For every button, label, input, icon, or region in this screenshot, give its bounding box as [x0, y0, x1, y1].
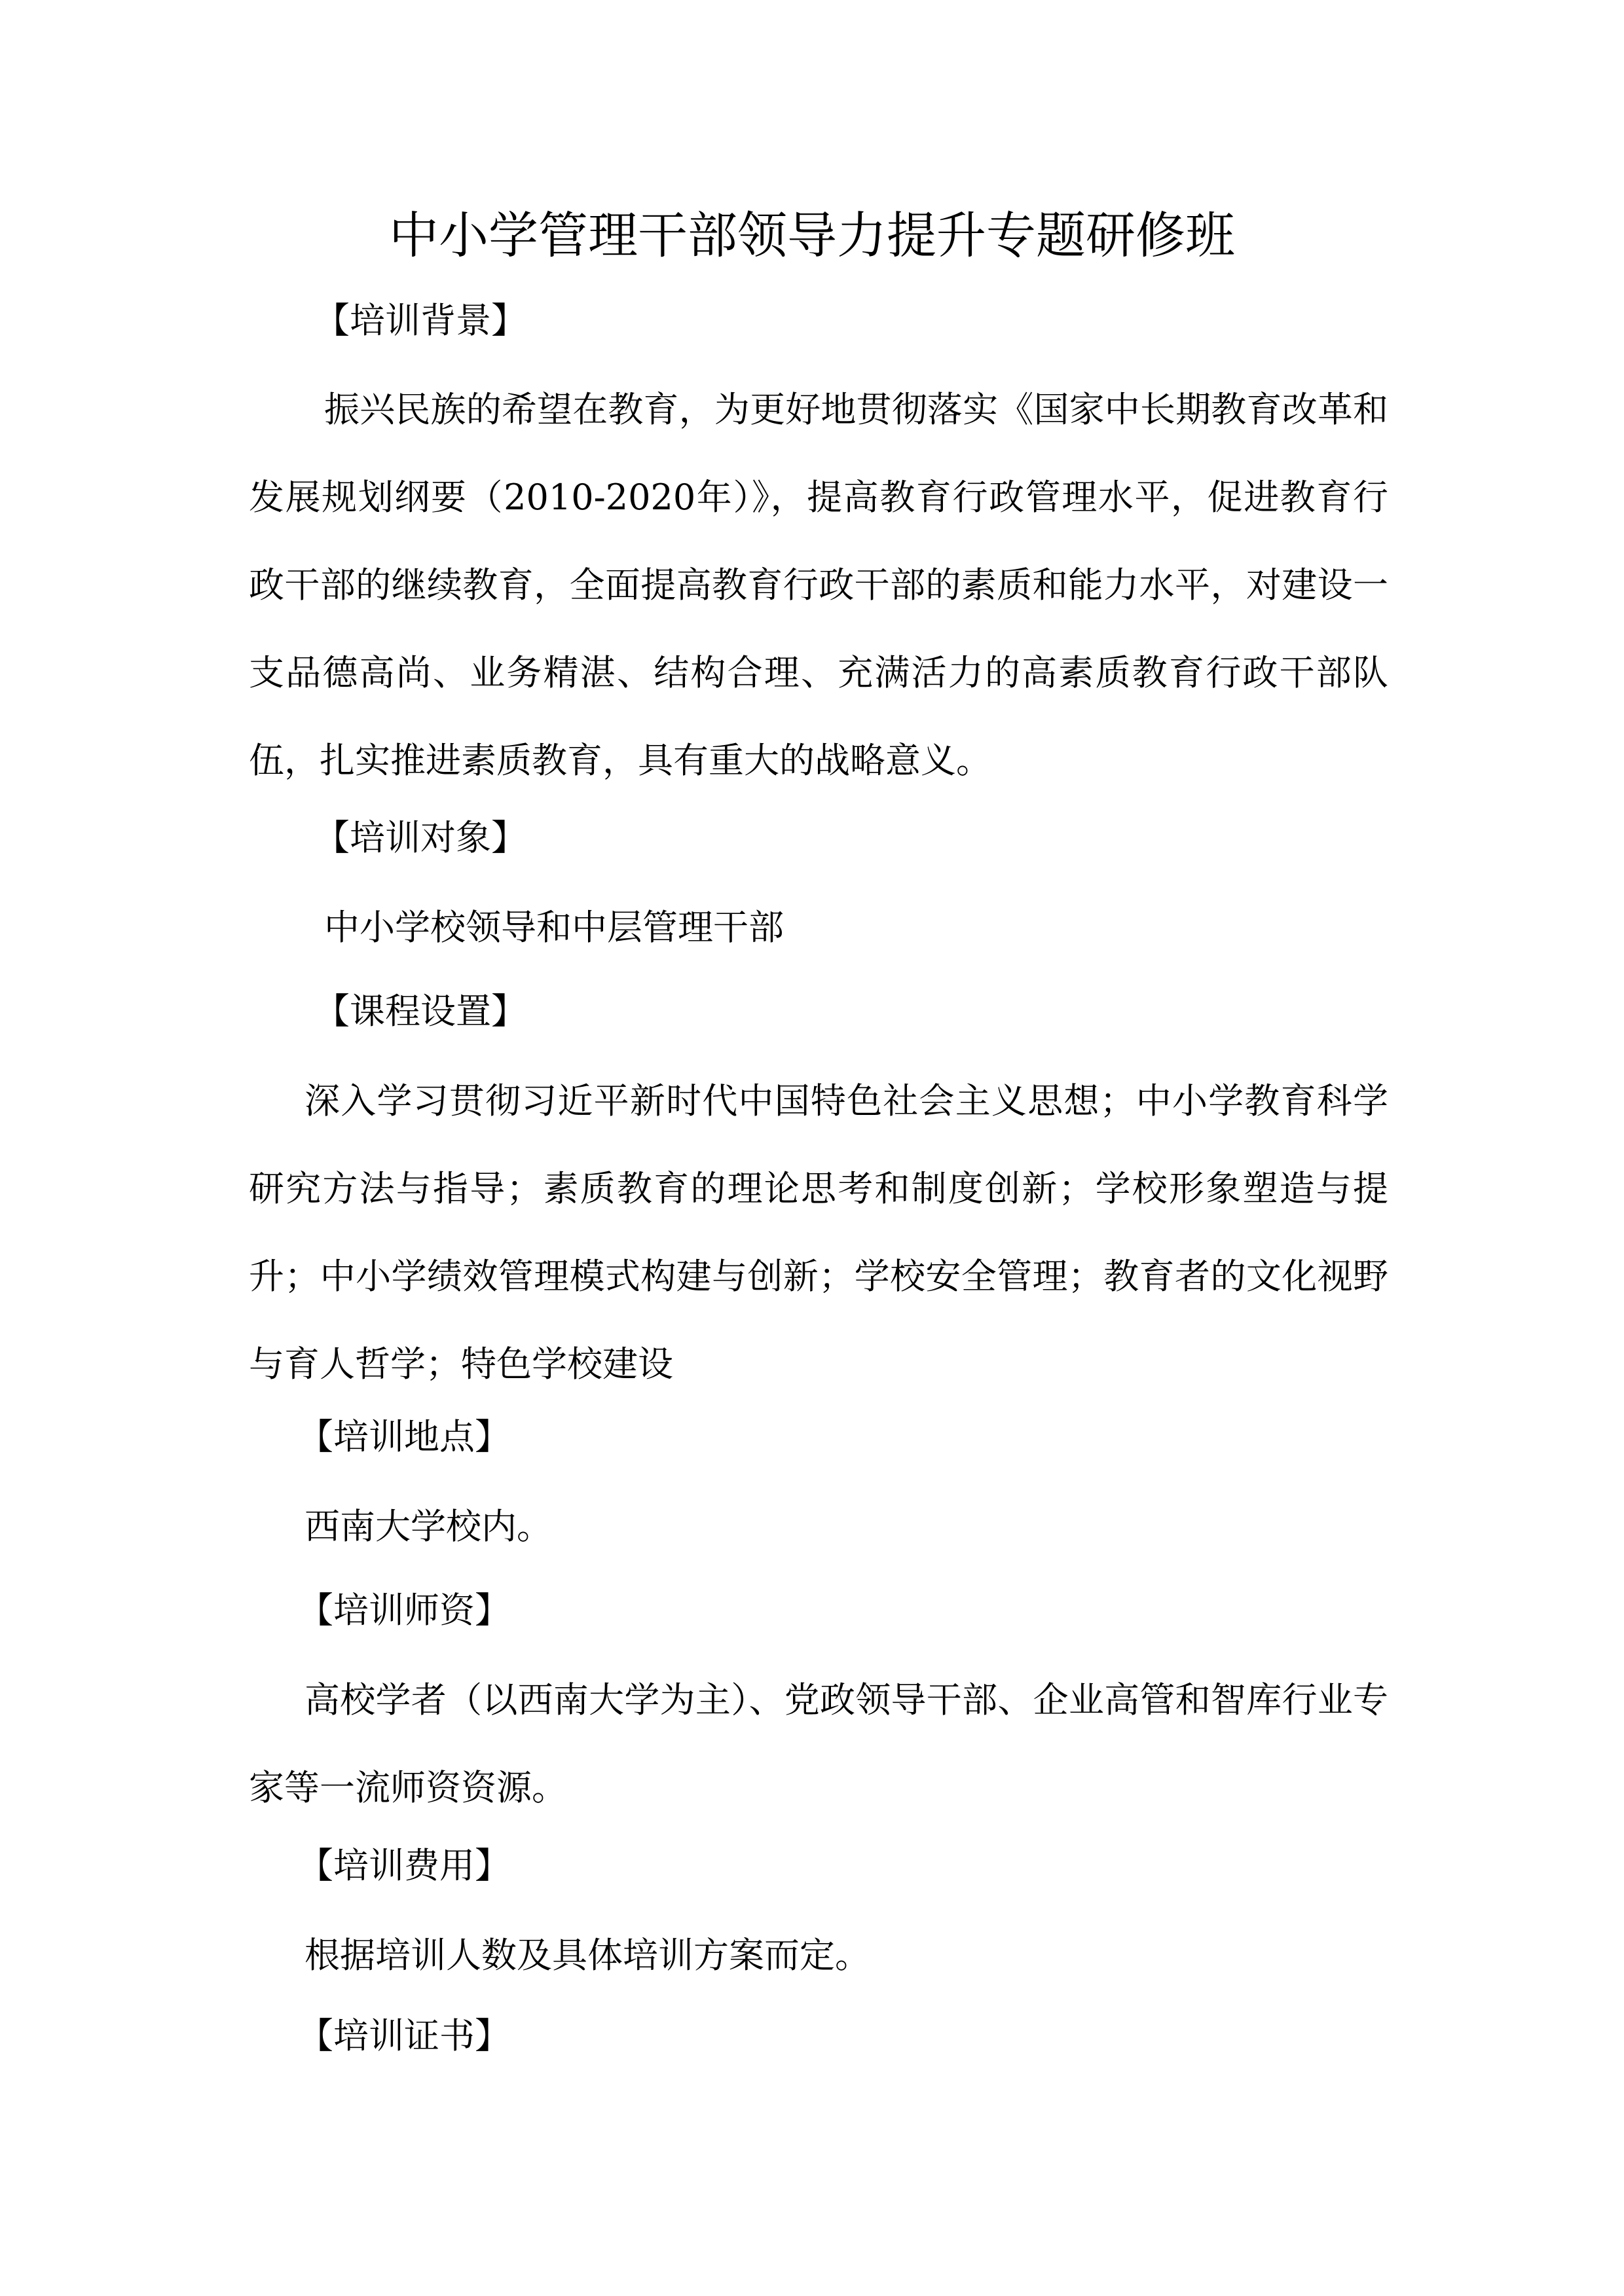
section-heading-location: 【培训地点】 [298, 1416, 510, 1457]
section-heading-certificate: 【培训证书】 [298, 2015, 510, 2056]
section-body-audience: 中小学校领导和中层管理干部 [324, 907, 784, 948]
section-heading-background: 【培训背景】 [314, 300, 526, 341]
section-heading-fees: 【培训费用】 [298, 1845, 510, 1886]
section-body-courses: 深入学习贯彻习近平新时代中国特色社会主义思想；中小学教育科学研究方法与指导；素质教育的理论思考和制度创新；学校形象塑造与提升；中小学绩效管理模式构建与创新；学校安全管理；教育者的文化视野与育人哲学；特色学校建设 [249, 1080, 1388, 1385]
section-heading-courses: 【课程设置】 [314, 991, 526, 1032]
section-body-location: 西南大学校内。 [304, 1506, 552, 1547]
section-heading-faculty: 【培训师资】 [298, 1590, 510, 1631]
section-body-fees: 根据培训人数及具体培训方案而定。 [304, 1935, 870, 1976]
section-body-background: 振兴民族的希望在教育，为更好地贯彻落实《国家中长期教育改革和发展规划纲要（2010-2020年）》，提高教育行政管理水平，促进教育行政干部的继续教育，全面提高教育行政干部的素质和能力水平，对建设一支品德高尚、业务精湛、结构合理、充满活力的高素质教育行政干部队伍，扎实推进素质教育，具有重大的战略意义。 [249, 389, 1388, 781]
section-heading-audience: 【培训对象】 [314, 817, 526, 858]
section-body-faculty: 高校学者（以西南大学为主）、党政领导干部、企业高管和智库行业专家等一流师资资源。 [249, 1679, 1388, 1808]
document-title: 中小学管理干部领导力提升专题研修班 [389, 206, 1235, 264]
